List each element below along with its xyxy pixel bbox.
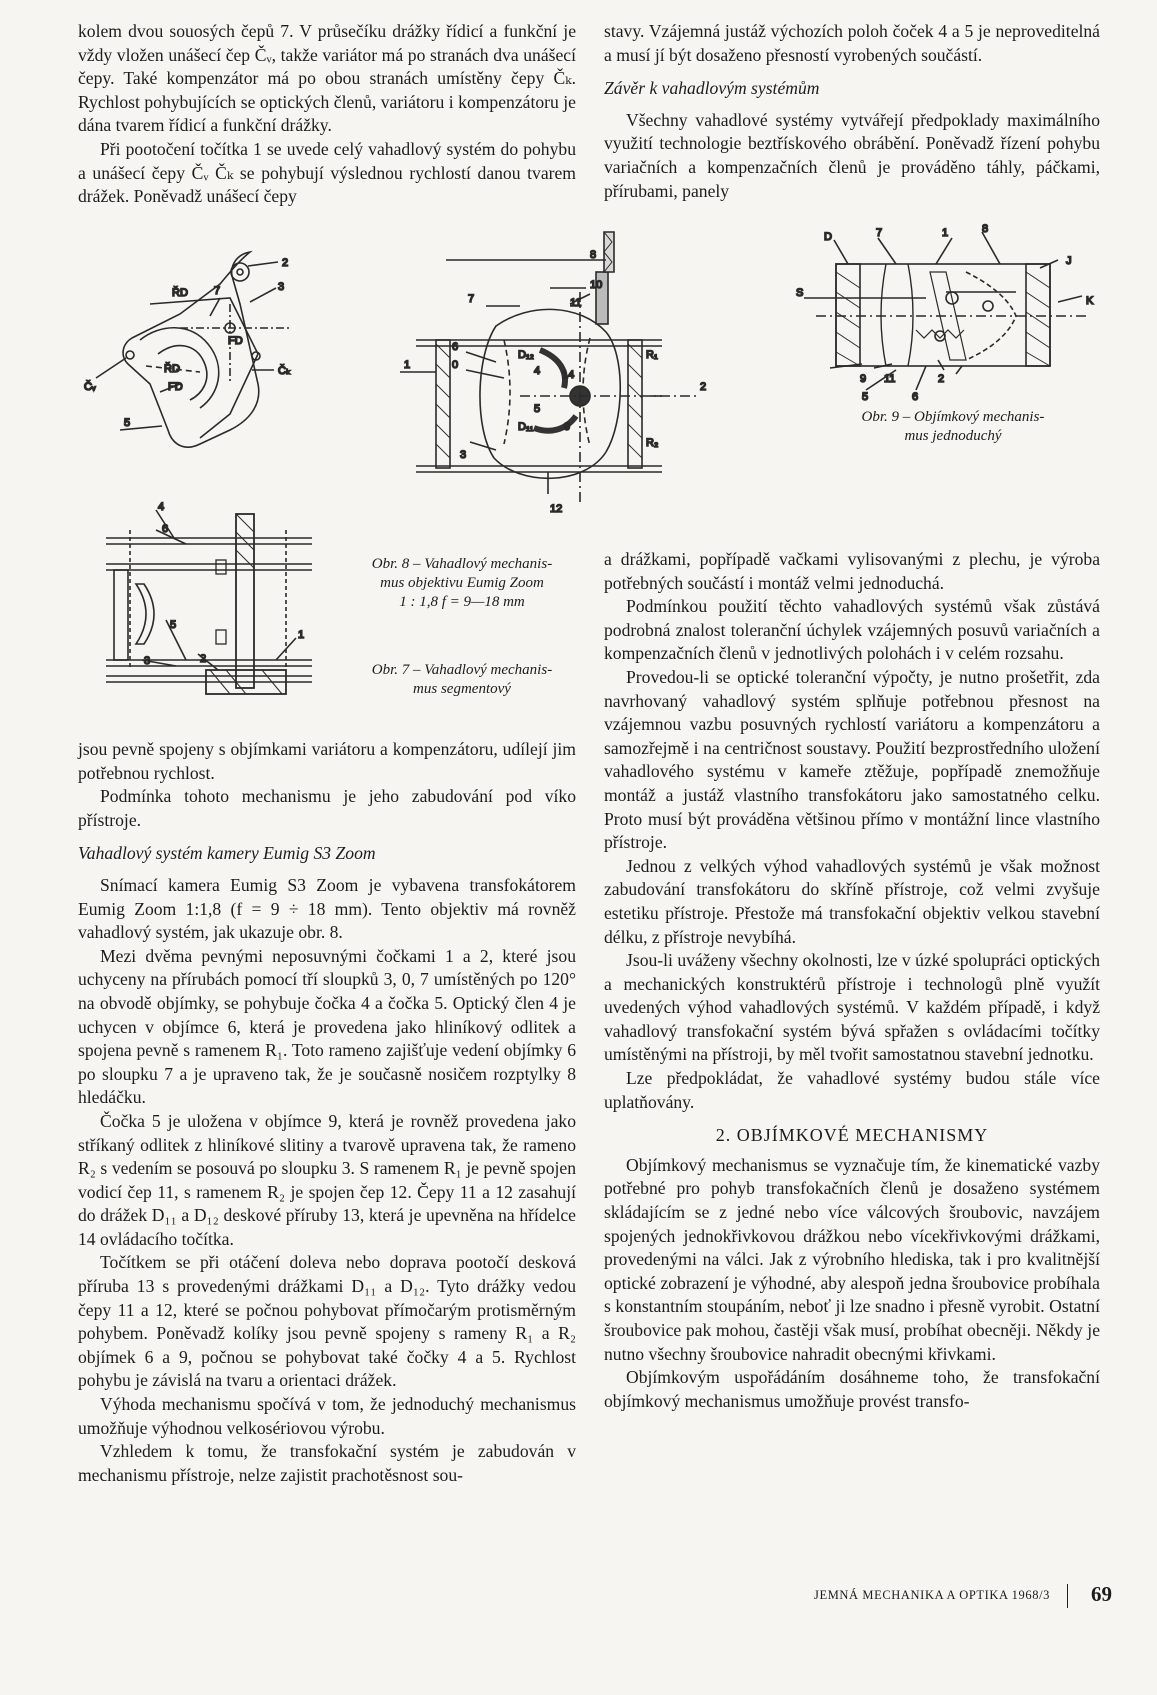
figure-label: 2 [938, 373, 945, 385]
figure-7-drawing [80, 244, 340, 506]
figure-label: ŘD [164, 363, 180, 375]
figure-label: 0 [452, 359, 459, 371]
figure-label: FD [228, 335, 243, 347]
footer-divider [1067, 1584, 1068, 1608]
left-column-top [78, 20, 576, 209]
figure-label: 6 [912, 391, 919, 403]
paragraph: kolem dvou souosých čepů 7. V průsečíku drážky řídicí a funkční je vždy vložen unášecí čep Čᵥ, takže variátor má po stranách dva unášecí čepy. Také kompenzátor má po obou stranách umístěny čepy Čₖ. Rychlost pohybujících se optických členů, variátoru i kompenzátoru je dána tvarem řídicí a funkční drážky. [78, 21, 576, 136]
page-footer [790, 1582, 1120, 1610]
paragraph: Mezi dvěma pevnými neposuvnými čočkami 1 a 2, které jsou uchyceny na přírubách pomocí tří sloupků 3, 0, 7 umístěných po 120° na obvodě objímky, se pohybuje čočka 4 a čočka 5. Optický člen 4 je uchycen v objímce 6, která je provedena jako hliníkový odlitek a spojena pevně s ramenem R₁. Toto rameno zajišťuje vedení objímky 6 po sloupku 7 a je upraveno tak, že je současně nosičem rozptylky 8 hledáčku. [78, 945, 576, 1108]
figure-label: 10 [590, 279, 603, 291]
section-heading: Vahadlový systém kamery Eumig S3 Zoom [78, 843, 376, 864]
paragraph: Objímkovým uspořádáním dosáhneme toho, že transfokační objímkový mechanismus umožňuje provést transfo- [604, 1367, 1100, 1411]
journal-name: JEMNÁ MECHANIKA A OPTIKA 1968/3 [814, 1588, 1050, 1602]
figure-label: 7 [214, 285, 221, 297]
figure-label: D₁₂ [518, 349, 534, 361]
section-heading: 2. OBJÍMKOVÉ MECHANISMY [715, 1125, 989, 1146]
paragraph: Objímkový mechanismus se vyznačuje tím, že kinematické vazby potřebné pro pohyb transfokačních členů je dosaženo systémem skládajícím se z jedné nebo více válcových šroubovic, navzájem spojených jednokřivkovou drážkou nebo vícekřivkovými drážkami, provedenými na válci. Jak z výrobního hlediska, tak i pro kvalitnější optické zobrazení je výhodné, aby alespoň jedna šroubovice probíhala s konstantním stoupáním, neboť ji lze snadno i přesně vyrobit. Ostatní šroubovice pak mohou, častěji však musí, probíhat obecněji. Někdy je nutno všechny šroubovice nahradit obecnými křivkami. [604, 1154, 1100, 1364]
figure-label: 5 [170, 619, 177, 631]
caption-line: Obr. 7 – Vahadlový mechanis- [371, 662, 553, 678]
paragraph: Točítkem se při otáčení doleva nebo doprava pootočí desková příruba 13 s provedenými drážkami D₁₁ a D₁₂. Tyto drážky vedou čepy 11 a 12, které se počnou pohybovat přímočarým protisměrným pohybem. Poněvadž kolíky jsou pevně spojeny s rameny R₁ a R₂ objímek 6 a 9, počnou se pohybovat také čočky 4 a 5. Rychlost pohybu je závislá na tvaru a orientaci drážek. [78, 1252, 576, 1391]
page-number: 69 [1091, 1582, 1112, 1606]
paragraph: Provedou-li se optické toleranční výpočty, je nutno prošetřit, zda navrhovaný vahadlový systém splňuje potřebnou přesnost na vzájemnou vazbu posuvných rychlostí variátoru a kompenzátoru a samozřejmě i na centričnost soustavy. Použití bezprostředního uložení vahadlového systému v kameře ztěžuje, popřípadě znemožňuje montáž a justáž vlastního transfokátoru jako samostatného celku. Proto musí být prováděna většinou přímo v montážní lince vlastního přístroje. [604, 666, 1100, 853]
paragraph: Lze předpokládat, že vahadlové systémy budou stále více uplatňovány. [604, 1068, 1100, 1112]
paragraph: jsou pevně spojeny s objímkami variátoru a kompenzátoru, udílejí jim potřebnou rychlost. [78, 739, 576, 783]
figure-label: 3 [144, 655, 151, 667]
right-column-body [604, 548, 1100, 1413]
figure-label: 6 [162, 523, 169, 535]
figure-label: S [796, 287, 804, 299]
right-column-top [604, 20, 1100, 203]
caption-line: mus jednoduchý [904, 428, 1002, 444]
figure-9-drawing [796, 223, 1102, 403]
figure-label: 2 [282, 257, 289, 269]
figure-label: 3 [278, 281, 285, 293]
figure-label: K [1086, 295, 1094, 307]
figure-label: D₁₁ [518, 421, 534, 433]
figure-label: Čᵥ [84, 381, 96, 393]
figure-label: 8 [590, 249, 597, 261]
paragraph: stavy. Vzájemná justáž výchozích poloh čoček 4 a 5 je neproveditelná a musí jí být dosaženo přesností vyrobených součástí. [604, 21, 1100, 65]
figure-label: 8 [982, 223, 989, 235]
figure-label: 12 [550, 503, 563, 515]
paragraph: Vzhledem k tomu, že transfokační systém je zabudován v mechanismu přístroje, nelze zajistit prachotěsnost sou- [78, 1441, 576, 1485]
figure-8-caption [338, 555, 586, 612]
paragraph: a drážkami, popřípadě vačkami vylisovanými z plechu, je výroba potřebných součástí i montáž velmi jednoduchá. [604, 549, 1100, 593]
figure-label: 11 [570, 297, 582, 309]
figure-label: D [824, 231, 832, 243]
figure-label: 5 [534, 403, 541, 415]
paragraph: Podmínkou použití těchto vahadlových systémů však zůstává podrobná znalost toleranční úchylek vzájemných posuvů variačních a kompenzačních členů v jednotlivých polohách i v celém rozsahu. [604, 596, 1100, 664]
figure-label: R₂ [646, 437, 659, 449]
caption-line: 1 : 1,8 f = 9—18 mm [399, 594, 525, 610]
figure-label: 9 [564, 421, 571, 433]
caption-line: mus segmentový [413, 681, 511, 697]
paragraph: Výhoda mechanismu spočívá v tom, že jednoduchý mechanismus umožňuje výhodnou velkosériovou výrobu. [78, 1394, 576, 1438]
figure-label: R₁ [646, 349, 658, 361]
caption-line: mus objektivu Eumig Zoom [380, 575, 544, 591]
figure-7-caption [338, 661, 586, 699]
figure-9-caption [838, 408, 1068, 446]
paragraph: Všechny vahadlové systémy vytvářejí předpoklady maximálního využití technologie beztřískového obrábění. Poněvadž řízení pohybu variačních a kompenzačních členů je prováděno táhly, páčkami, přírubami, panely [604, 109, 1100, 201]
paragraph: Snímací kamera Eumig S3 Zoom je vybavena transfokátorem Eumig Zoom 1:1,8 (f = 9 ÷ 18 mm). Tento objektiv má rovněž vahadlový systém, jak ukazuje obr. 8. [78, 874, 576, 943]
figure-label: 5 [862, 391, 869, 403]
figure-7-section-drawing [86, 501, 336, 696]
figure-label: 1 [404, 359, 411, 371]
figure-label: 5 [124, 417, 131, 429]
figure-label: ŘD [172, 287, 188, 299]
figure-label: J [1066, 255, 1072, 267]
figure-label: 4 [534, 365, 541, 377]
figure-label: 2 [700, 381, 707, 393]
figure-label: 7 [468, 293, 475, 305]
paragraph: Při pootočení točítka 1 se uvede celý vahadlový systém do pohybu a unášecí čepy Čᵥ Čₖ se pohybují výslednou rychlostí danou tvarem drážek. Poněvadž unášecí čepy [78, 138, 576, 207]
figure-label: FD [168, 381, 183, 393]
figure-label: 14 [562, 369, 575, 381]
figure-label: 2 [200, 653, 207, 665]
figure-label: 6 [452, 341, 459, 353]
paragraph: Jednou z velkých výhod vahadlových systémů je však možnost zabudování transfokátoru do skříně přístroje, což velmi zvyšuje estetiku přístroje. Přestože má transfokační objektiv velkou stavební délku, z přístroje nevybíhá. [604, 855, 1100, 947]
figure-label: 11 [884, 373, 896, 385]
caption-line: Obr. 8 – Vahadlový mechanis- [371, 556, 553, 572]
figure-label: 7 [876, 227, 883, 239]
figure-label: 4 [158, 501, 165, 513]
caption-line: Obr. 9 – Objímkový mechanis- [861, 409, 1045, 425]
figure-8-drawing [400, 232, 724, 536]
section-heading: Závěr k vahadlovým systémům [604, 78, 820, 99]
figure-label: 1 [942, 227, 949, 239]
paragraph: Jsou-li uváženy všechny okolnosti, lze v úzké spolupráci optických a mechanických konstruktérů přístroje i technologů plně využít uvedených výhod vahadlových systémů. V každém případě, i když vahadlový transfokační systém bývá spřažen s ovládacími točítky umístěnými na přístroji, by měl tvořit samostatnou stavební jednotku. [604, 950, 1100, 1065]
paragraph: Podmínka tohoto mechanismu je jeho zabudování pod víko přístroje. [78, 786, 576, 830]
figure-label: 3 [460, 449, 467, 461]
figure-label: 1 [298, 629, 305, 641]
left-column-body [78, 738, 576, 1487]
paragraph: Čočka 5 je uložena v objímce 9, která je rovněž provedena jako stříkaný odlitek z hliníkové slitiny a tvarově upravena tak, že rameno R₂ s vedením se posouvá po sloupku 3. S ramenem R₁ je pevně spojen vodicí čep 11, s ramenem R₂ je spojen čep 12. Čepy 11 a 12 zasahují do drážek D₁₁ a D₁₂ deskové příruby 13, která je upevněna na hřídelce 14 ovládacího točítka. [78, 1110, 576, 1249]
figure-label: Čₖ [278, 365, 291, 377]
figure-label: 9 [860, 373, 867, 385]
